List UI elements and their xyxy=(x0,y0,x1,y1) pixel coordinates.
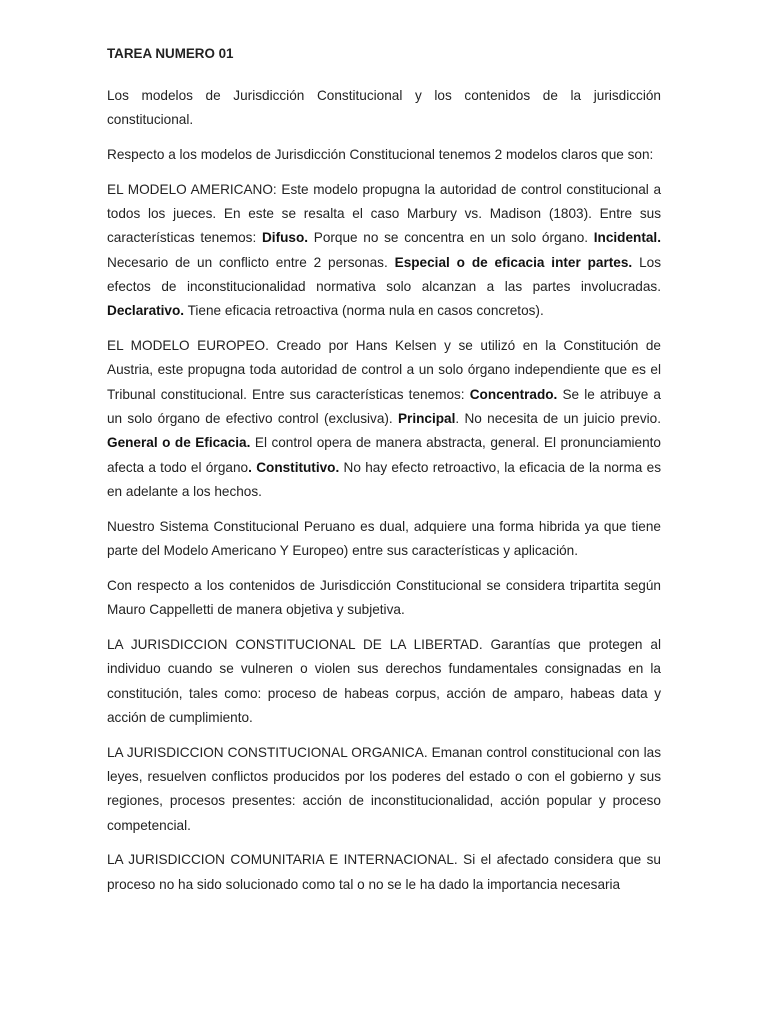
american-bold-incidental: Incidental. xyxy=(593,230,661,246)
peruvian-system-text: Nuestro Sistema Constitucional Peruano es dual, adquiere una forma hibrida ya que tiene parte del Modelo Americano Y Europeo) entre sus características y aplicación. xyxy=(107,518,661,559)
european-bold-concentrado: Concentrado. xyxy=(469,386,558,402)
paragraph-intro-text: Los modelos de Jurisdicción Constitucional y los contenidos de la jurisdicción constitucional. xyxy=(107,88,661,128)
european-text-3: . No necesita de un juicio previo. xyxy=(455,411,661,427)
international-text: LA JURISDICCION COMUNITARIA E INTERNACIONAL. Si el afectado considera que su proceso no ha sido solucionado como tal o no se le ha dado la importancia necesaria xyxy=(107,852,661,892)
paragraph-liberty-jurisdiction xyxy=(107,633,661,730)
european-text-4: El control opera de manera abstracta, general. El pronunciamiento afecta a todo el órgano xyxy=(107,435,661,475)
european-bold-constitutivo: . Constitutivo. xyxy=(248,459,340,475)
paragraph-models-text: Respecto a los modelos de Jurisdicción Constitucional tenemos 2 modelos claros que son: xyxy=(107,147,654,163)
contents-text: Con respecto a los contenidos de Jurisdicción Constitucional se considera tripartita según Mauro Cappelletti de manera objetiva y subjetiva. xyxy=(107,577,661,618)
paragraph-international-jurisdiction xyxy=(107,848,661,896)
document-title: TAREA NUMERO 01 xyxy=(107,46,234,61)
american-bold-especial: Especial o de eficacia inter partes. xyxy=(394,254,633,270)
paragraph-american-model xyxy=(107,178,661,324)
european-text-2: Se le atribuye a un solo órgano de efectivo control (exclusiva). xyxy=(107,386,661,427)
american-text-3: Necesario de un conflicto entre 2 personas. xyxy=(107,254,395,270)
european-bold-principal: Principal xyxy=(397,411,456,427)
american-bold-declarativo: Declarativo. xyxy=(107,303,185,319)
european-bold-general: General o de Eficacia. xyxy=(107,435,251,451)
organic-text: LA JURISDICCION CONSTITUCIONAL ORGANICA. Emanan control constitucional con las leyes, resuelven conflictos producidos por los poderes del estado o con el gobierno y sus regiones, procesos presentes: acción de inconstitucionalidad, acción popular y proceso competencial. xyxy=(107,744,661,833)
liberty-text: LA JURISDICCION CONSTITUCIONAL DE LA LIBERTAD. Garantías que protegen al individuo cuando se vulneren o violen sus derechos fundamentales consignadas en la constitución, tales como: proceso de habeas corpus, acción de amparo, habeas data y acción de cumplimiento. xyxy=(107,636,661,725)
document-page xyxy=(107,44,661,907)
paragraph-peruvian-system xyxy=(107,515,661,564)
paragraph-organic-jurisdiction xyxy=(107,741,661,838)
american-text-4: Los efectos de inconstitucionalidad normativa solo alcanzan a las partes involucradas. xyxy=(107,254,661,295)
european-text-1: EL MODELO EUROPEO. Creado por Hans Kelsen y se utilizó en la Constitución de Austria, este propugna toda autoridad de control a un solo órgano independiente que es el Tribunal constitucional. Entre sus características tenemos: xyxy=(107,338,661,402)
paragraph-intro xyxy=(107,84,661,133)
american-text-1: EL MODELO AMERICANO: Este modelo propugna la autoridad de control constitucional a todos los jueces. En este se resalta el caso Marbury vs. Madison (1803). Entre sus características tenemos: xyxy=(107,181,661,246)
american-text-5: Tiene eficacia retroactiva (norma nula en casos concretos). xyxy=(184,303,544,319)
american-bold-difuso: Difuso. xyxy=(261,230,309,246)
paragraph-contents xyxy=(107,574,661,623)
paragraph-models xyxy=(107,143,661,167)
american-text-2: Porque no se concentra en un solo órgano. xyxy=(308,230,594,246)
paragraph-european-model xyxy=(107,334,661,504)
european-text-5: No hay efecto retroactivo, la eficacia de la norma es en adelante a los hechos. xyxy=(107,459,661,499)
